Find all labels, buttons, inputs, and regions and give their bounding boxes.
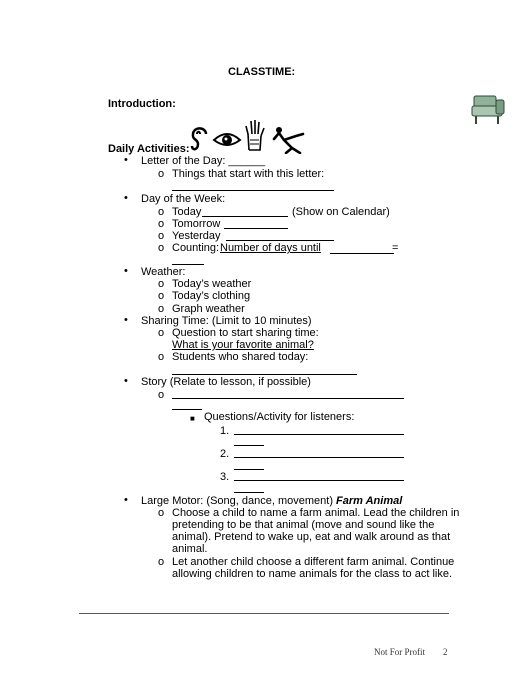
answer-line [172, 374, 357, 375]
today-note: (Show on Calendar) [292, 206, 390, 218]
introduction-heading: Introduction: [108, 98, 176, 110]
story-label: Story (Relate to lesson, if possible) [141, 376, 311, 388]
footer-text: Not For Profit [374, 647, 426, 657]
hand-icon [244, 118, 266, 152]
sub-bullet: o [158, 556, 165, 568]
letter-of-day-label: Letter of the Day: ______ [141, 155, 266, 167]
sub-bullet: o [158, 206, 165, 218]
questions-activity-label: Questions/Activity for listeners: [204, 411, 355, 423]
weather-item: Today’s weather [172, 278, 252, 290]
footer-rule [79, 613, 449, 614]
answer-line [234, 469, 264, 470]
yesterday-label: Yesterday [172, 230, 221, 242]
armchair-icon [470, 92, 506, 126]
answer-line [172, 409, 202, 410]
question-number: 3. [220, 471, 230, 483]
sharing-question-label: Question to start sharing time: [172, 327, 319, 339]
daily-activities-heading: Daily Activities: [108, 143, 190, 155]
question-number: 1. [220, 425, 230, 437]
sub-bullet: o [158, 327, 165, 339]
answer-line [172, 190, 334, 191]
answer-line [234, 445, 264, 446]
answer-line [224, 228, 288, 229]
sharing-time-label: Sharing Time: (Limit to 10 minutes) [141, 315, 312, 327]
square-bullet: ■ [190, 414, 195, 423]
answer-line [234, 434, 404, 435]
question-number: 2. [220, 448, 230, 460]
ear-icon [188, 124, 212, 154]
tomorrow-label: Tomorrow [172, 218, 221, 230]
farm-animal-emphasis: Farm Animal [336, 495, 403, 507]
weather-item: Graph weather [172, 303, 245, 315]
today-label: Today [172, 206, 202, 218]
weather-item: Today’s clothing [172, 290, 251, 302]
weather-label: Weather: [141, 266, 186, 278]
sub-bullet: o [158, 290, 165, 302]
sub-bullet: o [158, 168, 165, 180]
sub-bullet: o [158, 230, 165, 242]
motor-p1-line: pretending to be that animal (move and sound like the [172, 519, 435, 531]
bullet: • [124, 154, 128, 166]
counting-underlined: Number of days until [220, 242, 321, 254]
large-motor-text: Large Motor: (Song, dance, movement) [141, 495, 333, 507]
students-shared-label: Students who shared today: [172, 351, 309, 363]
day-of-week-label: Day of the Week: [141, 193, 226, 205]
answer-line [234, 457, 404, 458]
motor-p2-line: allowing children to name animals for the class to act like. [172, 568, 453, 580]
bullet: • [124, 192, 128, 204]
answer-line [172, 398, 404, 399]
sharing-question-text: What is your favorite animal? [172, 339, 314, 351]
sub-bullet: o [158, 303, 165, 315]
sub-bullet: o [158, 242, 165, 254]
counting-label: Counting: [172, 242, 220, 254]
counting-equals: = [392, 242, 399, 254]
answer-line [172, 264, 204, 265]
answer-line [202, 216, 288, 217]
sub-bullet: o [158, 218, 165, 230]
page-number: 2 [443, 647, 448, 657]
answer-line [226, 240, 334, 241]
letter-things-label: Things that start with this letter: [172, 168, 325, 180]
sub-bullet: o [158, 351, 165, 363]
answer-line [330, 253, 394, 254]
page-title: CLASSTIME: [228, 66, 296, 78]
bullet: • [124, 494, 128, 506]
bullet: • [124, 314, 128, 326]
sub-bullet: o [158, 507, 165, 519]
answer-line [234, 480, 404, 481]
motor-p2-line: Let another child choose a different farm animal. Continue [172, 556, 455, 568]
eye-icon [212, 128, 242, 150]
bullet: • [124, 265, 128, 277]
bullet: • [124, 375, 128, 387]
stretching-person-icon [270, 126, 306, 154]
answer-line [234, 492, 264, 493]
sub-bullet: o [158, 278, 165, 290]
motor-p1-line: animal. [172, 543, 208, 555]
motor-p1-line: Choose a child to name a farm animal. Lead the children in [172, 507, 460, 519]
motor-p1-line: animal). Pretend to wake up, eat and walk around as that [172, 531, 451, 543]
sub-bullet: o [158, 389, 165, 401]
